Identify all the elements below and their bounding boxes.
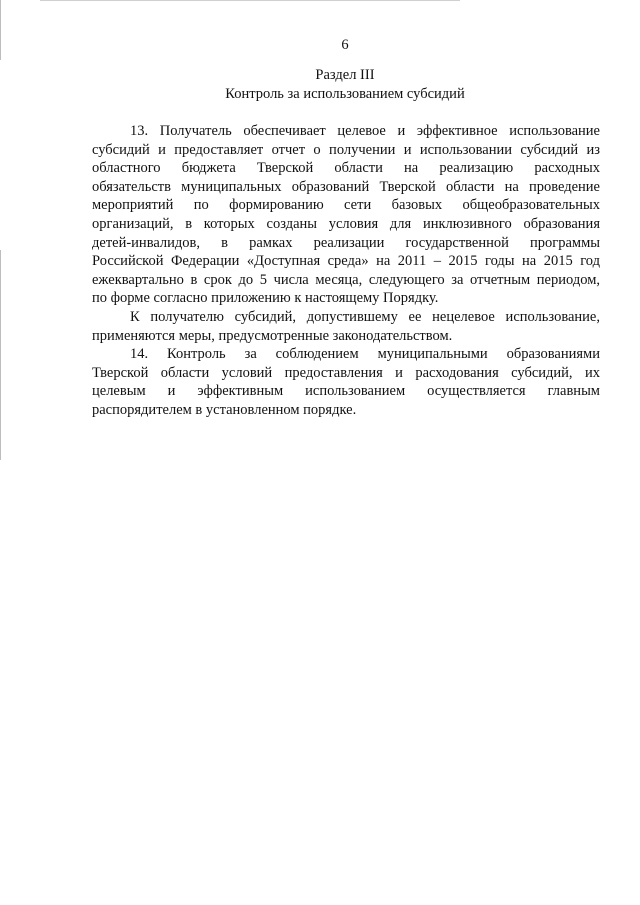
section-title: Контроль за использованием субсидий (225, 86, 465, 102)
text-line: мероприятий по формированию сети базовых общеобразовательных (92, 197, 600, 214)
section-label: Раздел III (315, 67, 375, 83)
text-line: ежеквартально в срок до 5 числа месяца, следующего за отчетным периодом, (92, 271, 600, 288)
text-line: распорядителем в установленном порядке. (92, 401, 357, 418)
scan-edge-line (0, 250, 1, 460)
text-line: Тверской области условий предоставления и расходования субсидий, их (92, 364, 600, 381)
text-line: по форме согласно приложению к настоящему Порядку. (92, 290, 439, 307)
text-line: 14. Контроль за соблюдением муниципальными образованиями (130, 346, 600, 363)
paragraph-misuse (92, 308, 600, 345)
text-line: обязательств муниципальных образований Тверской области на проведение (92, 178, 600, 195)
text-line: целевым и эффективным использованием осуществляется главным (92, 383, 600, 400)
paragraph-13 (92, 122, 600, 308)
section-heading (0, 66, 640, 104)
text-line: областного бюджета Тверской области на реализацию расходных (92, 160, 600, 177)
text-line: субсидий и предоставляет отчет о получении и использовании субсидий из (92, 141, 600, 158)
text-line: Российской Федерации «Доступная среда» на 2011 – 2015 годы на 2015 год (92, 253, 600, 270)
text-line: применяются меры, предусмотренные законодательством. (92, 327, 453, 344)
scan-top-line (40, 0, 460, 1)
paragraph-14 (92, 345, 600, 419)
text-line: детей-инвалидов, в рамках реализации государственной программы (92, 234, 600, 251)
text-line: организаций, в которых созданы условия для инклюзивного образования (92, 215, 600, 232)
text-line: 13. Получатель обеспечивает целевое и эффективное использование (130, 123, 600, 139)
document-body (92, 122, 600, 420)
page-number: 6 (341, 37, 349, 53)
text-line: К получателю субсидий, допустившему ее нецелевое использование, (130, 308, 600, 325)
